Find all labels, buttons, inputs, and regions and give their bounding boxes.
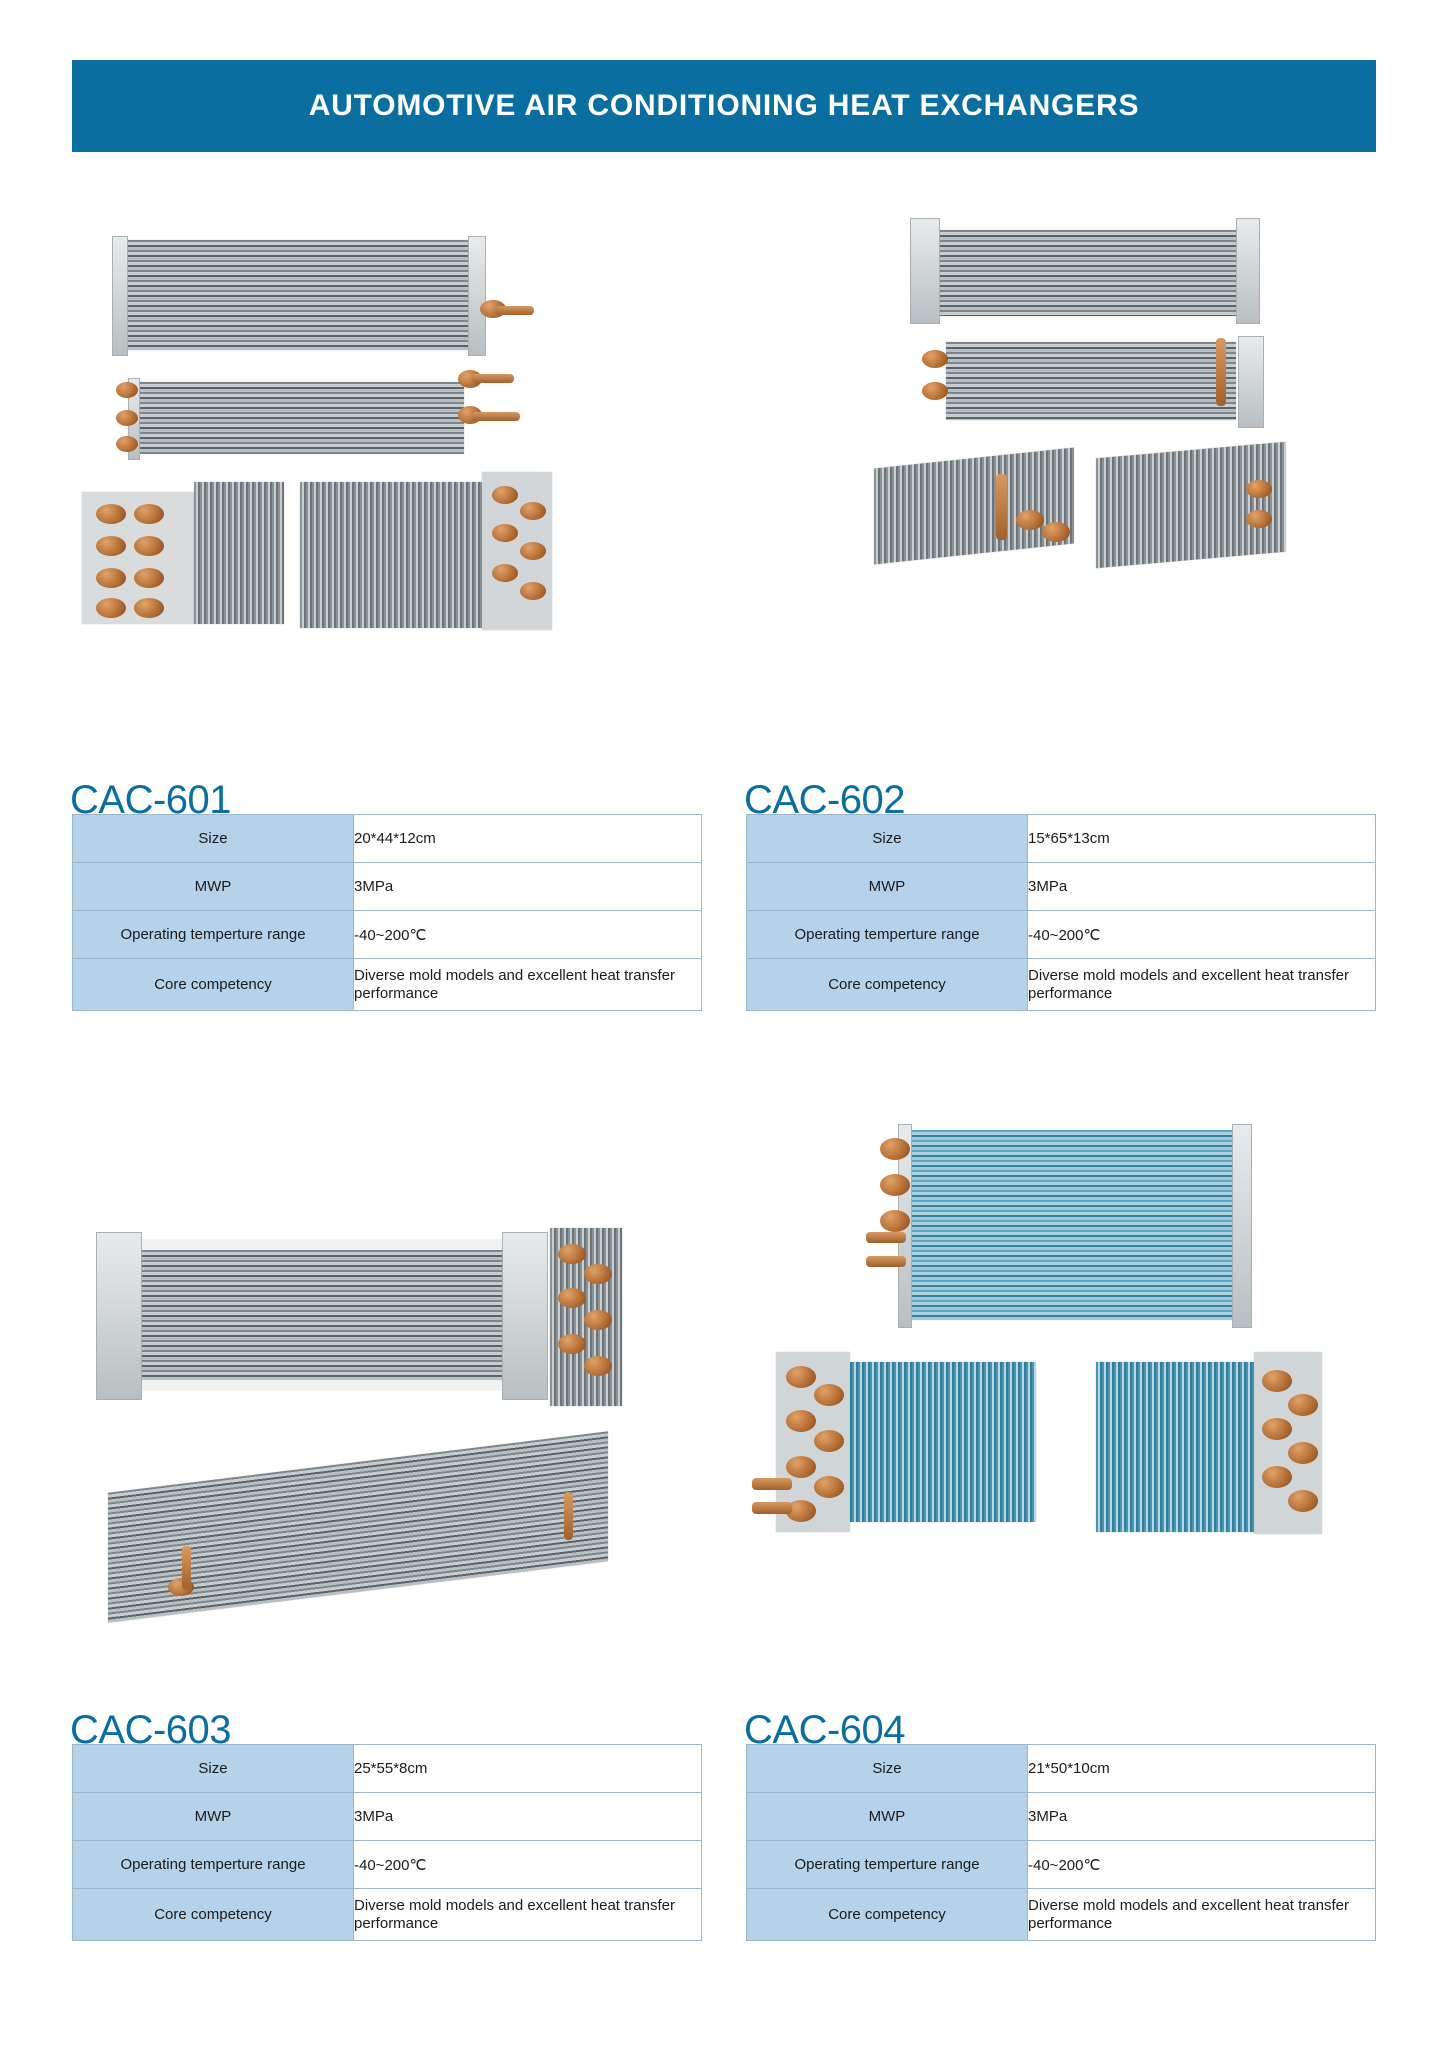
copper-tube [564,1492,573,1540]
coil-endplate [1236,218,1260,324]
spec-value-temp: -40~200℃ [354,1841,702,1889]
page-header-banner [72,60,1376,152]
table-row [73,1889,702,1941]
copper-tube [1216,338,1226,406]
product-card-3 [72,1080,702,1941]
product-image-4b [846,1362,1036,1522]
copper-bend-icon [880,1210,910,1232]
spec-value-mwp: 3MPa [1028,1793,1376,1841]
spec-table-4 [746,1744,1376,1941]
product-model-2: CAC-602 [744,778,906,822]
product-image-3a [102,1240,542,1390]
copper-bend-icon [1246,480,1272,498]
coil-endplate [1232,1124,1252,1328]
product-model-1: CAC-601 [70,778,232,822]
product-image-4c-end [1254,1352,1322,1534]
coil-endplate [112,236,128,356]
spec-label-core: Core competency [747,1889,1028,1941]
spec-value-size: 15*65*13cm [1028,815,1376,863]
copper-bend-icon [1016,510,1044,530]
copper-tube [182,1546,191,1590]
product-photos-3 [72,1080,702,1710]
product-image-1d [300,482,482,628]
coil-endplate [468,236,486,356]
table-row [747,959,1376,1011]
product-image-1b [134,382,464,454]
spec-value-temp: -40~200℃ [1028,911,1376,959]
product-card-4 [746,1080,1376,1941]
copper-tube [866,1232,906,1243]
table-row [747,1841,1376,1889]
spec-value-temp: -40~200℃ [354,911,702,959]
spec-label-core: Core competency [73,1889,354,1941]
copper-bend-icon [922,382,948,400]
copper-tube [472,412,520,421]
product-image-1c [82,492,194,624]
product-card-2 [746,210,1376,1011]
copper-tube [752,1502,792,1514]
spec-value-size: 21*50*10cm [1028,1745,1376,1793]
spec-label-size: Size [73,1745,354,1793]
spec-value-core: Diverse mold models and excellent heat transfer performance [1028,1889,1376,1941]
product-model-3: CAC-603 [70,1708,232,1752]
product-card-1 [72,210,702,1011]
product-image-1a [124,240,469,350]
spec-label-size: Size [747,815,1028,863]
copper-bend-icon [116,410,138,426]
spec-label-core: Core competency [73,959,354,1011]
table-row [73,959,702,1011]
copper-bend-icon [1042,522,1070,542]
product-model-4: CAC-604 [744,1708,906,1752]
spec-table-3 [72,1744,702,1941]
table-row [747,1793,1376,1841]
spec-table-2 [746,814,1376,1011]
copper-tube [996,474,1007,540]
spec-value-mwp: 3MPa [354,1793,702,1841]
coil-endplate [96,1232,142,1400]
spec-label-mwp: MWP [747,863,1028,911]
spec-label-temp: Operating temperture range [73,1841,354,1889]
spec-label-size: Size [73,815,354,863]
spec-value-size: 20*44*12cm [354,815,702,863]
page-title: AUTOMOTIVE AIR CONDITIONING HEAT EXCHANGERS [308,89,1140,122]
copper-bend-icon [1246,510,1272,528]
product-image-1d-end [482,472,552,630]
product-image-2d [1096,442,1286,569]
spec-table-1 [72,814,702,1011]
spec-value-core: Diverse mold models and excellent heat transfer performance [354,1889,702,1941]
copper-tube [752,1478,792,1490]
product-photos-2 [746,210,1376,780]
spec-label-size: Size [747,1745,1028,1793]
copper-tube [866,1256,906,1267]
spec-value-core: Diverse mold models and excellent heat transfer performance [354,959,702,1011]
copper-bend-icon [116,382,138,398]
product-image-2b [946,342,1236,420]
product-image-2c [874,447,1074,564]
product-photos-4 [746,1080,1376,1710]
product-image-4c [1096,1362,1256,1532]
table-row [747,1889,1376,1941]
product-photos-1 [72,210,702,780]
spec-value-mwp: 3MPa [1028,863,1376,911]
table-row [73,1793,702,1841]
table-row [747,863,1376,911]
spec-label-temp: Operating temperture range [747,911,1028,959]
coil-endplate [1238,336,1264,428]
table-row [747,911,1376,959]
copper-tube [472,374,514,383]
spec-value-mwp: 3MPa [354,863,702,911]
spec-label-core: Core competency [747,959,1028,1011]
spec-label-mwp: MWP [73,863,354,911]
spec-value-temp: -40~200℃ [1028,1841,1376,1889]
table-row [73,911,702,959]
product-image-1c-side [194,482,284,624]
coil-endplate [910,218,940,324]
table-row [73,1841,702,1889]
product-image-4a [906,1130,1236,1320]
spec-label-temp: Operating temperture range [747,1841,1028,1889]
spec-label-mwp: MWP [73,1793,354,1841]
coil-endplate [502,1232,548,1400]
spec-value-size: 25*55*8cm [354,1745,702,1793]
spec-value-core: Diverse mold models and excellent heat transfer performance [1028,959,1376,1011]
copper-bend-icon [880,1138,910,1160]
copper-bend-icon [880,1174,910,1196]
copper-tube [496,306,534,315]
copper-bend-icon [922,350,948,368]
spec-label-mwp: MWP [747,1793,1028,1841]
table-row [73,863,702,911]
product-image-2a [936,230,1236,316]
product-image-3b [550,1228,622,1406]
spec-label-temp: Operating temperture range [73,911,354,959]
copper-bend-icon [116,436,138,452]
